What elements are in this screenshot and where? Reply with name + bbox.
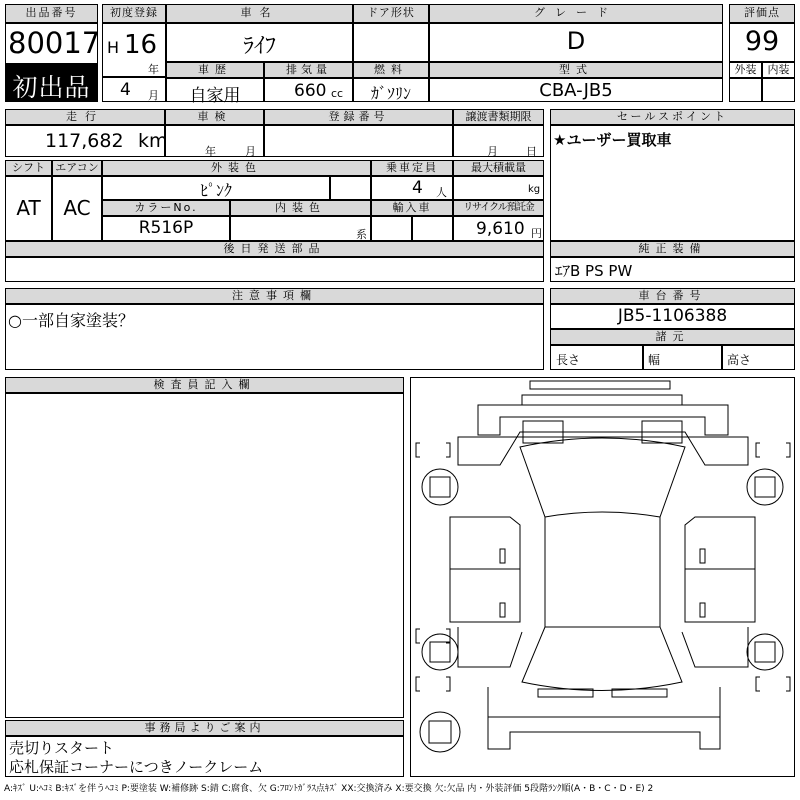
- ext-color-label: 外装色: [102, 160, 371, 176]
- ext-color-value: ﾋﾟﾝｸ: [199, 181, 232, 200]
- lot-number: 80017: [8, 26, 101, 60]
- length-label: 長さ: [556, 353, 581, 367]
- fuel-value: ｶﾞｿﾘﾝ: [370, 84, 411, 103]
- model-value: CBA-JB5: [539, 80, 613, 101]
- recycle-value: 9,610: [476, 219, 525, 239]
- capacity-label: 乗車定員: [371, 160, 453, 176]
- shift-label: シフト: [5, 160, 52, 176]
- interior-label: 内装: [762, 62, 795, 78]
- model-label: 型式: [429, 62, 723, 78]
- history-label: 車歴: [166, 62, 264, 78]
- first-listing-badge: 初出品: [5, 64, 98, 102]
- equipment-value: ｴｱB PS PW: [555, 262, 633, 280]
- color-no-label: カラーNo.: [102, 200, 230, 216]
- car-name: ﾗｲﾌ: [242, 34, 276, 59]
- exterior-label: 外装: [729, 62, 762, 78]
- capacity-value: 4: [412, 178, 423, 198]
- chassis-label: 車台番号: [550, 288, 795, 304]
- import-label: 輸入車: [371, 200, 453, 216]
- registration-label: 登録番号: [264, 109, 453, 125]
- office-line1: 売切りスタート: [9, 739, 115, 757]
- recycle-label: リサイクル預託金: [453, 200, 544, 216]
- transfer-label: 譲渡書類期限: [453, 109, 544, 125]
- aircon-value: AC: [63, 196, 91, 220]
- inspector-label: 検査員記入欄: [5, 377, 404, 393]
- max-load-label: 最大積載量: [453, 160, 544, 176]
- later-parts-label: 後日発送部品: [5, 241, 544, 257]
- score-label: 評価点: [729, 4, 795, 23]
- shift-value: AT: [16, 196, 41, 220]
- notes-label: 注意事項欄: [5, 288, 544, 304]
- inspector-notes-area: [5, 393, 404, 718]
- aircon-label: エアコン: [52, 160, 102, 176]
- mileage-value: 117,682: [45, 130, 124, 152]
- first-reg-year: 16: [124, 30, 158, 60]
- dims-label: 諸元: [550, 329, 795, 345]
- grade-label: グレード: [429, 4, 723, 23]
- car-diagram: [410, 377, 795, 777]
- grade-value: D: [566, 27, 586, 55]
- displacement-label: 排気量: [264, 62, 353, 78]
- history-value: 自家用: [189, 86, 241, 106]
- car-name-label: 車名: [166, 4, 353, 23]
- sales-point-label: セールスポイント: [550, 109, 795, 125]
- era: H: [107, 38, 120, 57]
- door-label: ドア形状: [353, 4, 429, 23]
- score-value: 99: [744, 26, 780, 57]
- legend: A:ｷｽﾞ U:ﾍｺﾐ B:ｷｽﾞを伴うﾍｺﾐ P:要塗装 W:補修跡 S:錆 C:腐食、欠 G:ﾌﾛﾝﾄｶﾞﾗｽ点ｷｽﾞ XX:交換済み X:要交換 欠:欠品 内・外装評価 5段階ﾗﾝｸ順(A・B・C・D・E) 2: [4, 784, 654, 794]
- office-line2: 応札保証コーナーにつきノークレーム: [9, 758, 264, 776]
- first-reg-month: 4: [120, 80, 131, 100]
- inspection-label: 車検: [165, 109, 264, 125]
- color-no-value: R516P: [138, 218, 194, 238]
- displacement-value: 660: [294, 81, 327, 101]
- chassis-value: JB5-1106388: [617, 306, 728, 326]
- equipment-label: 純正装備: [550, 241, 795, 257]
- height-label: 高さ: [727, 353, 752, 367]
- int-color-label: 内装色: [230, 200, 371, 216]
- office-label: 事務局よりご案内: [5, 720, 404, 736]
- width-label: 幅: [648, 353, 661, 367]
- first-reg-label: 初度登録: [102, 4, 166, 23]
- sales-point-text: ★ユーザー買取車: [553, 131, 672, 149]
- lot-label: 出品番号: [5, 4, 98, 23]
- fuel-label: 燃料: [353, 62, 429, 78]
- notes-text: ○一部自家塗装？: [8, 311, 134, 330]
- mileage-label: 走行: [5, 109, 165, 125]
